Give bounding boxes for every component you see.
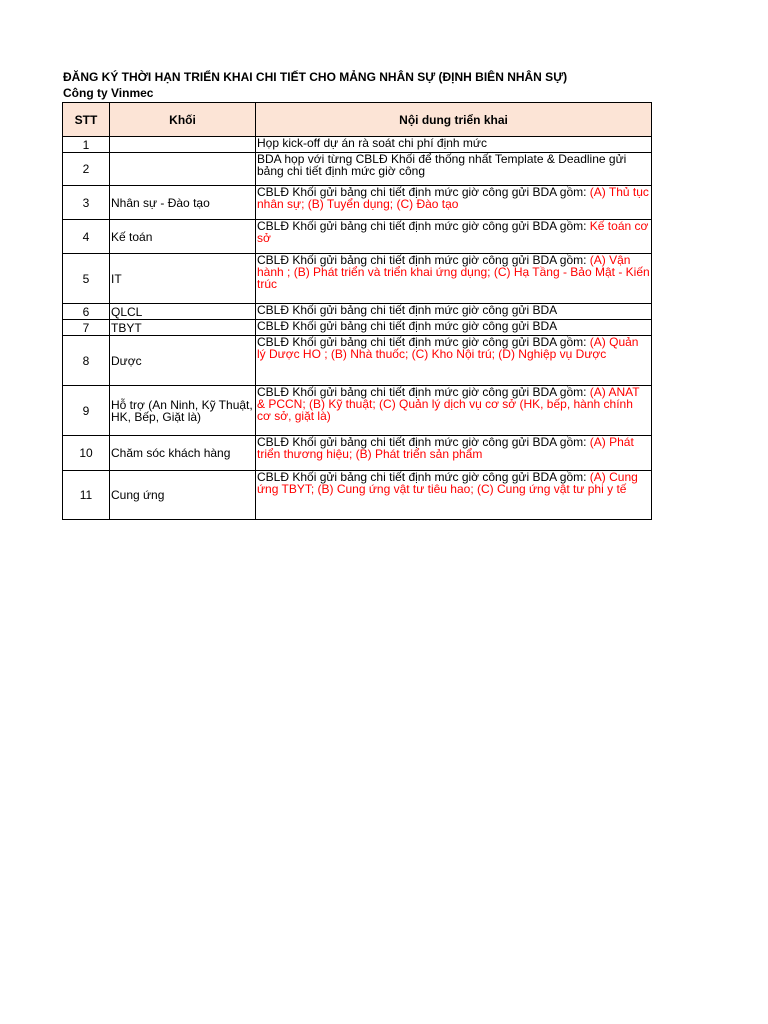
row-content-highlight: (A) Vận hành ; (B) Phát triển và triển khai ứng dụng; (C) Hạ Tầng - Bảo Mật - Kiến trúc: [257, 253, 650, 291]
document-title: ĐĂNG KÝ THỜI HẠN TRIỂN KHAI CHI TIẾT CHO MẢNG NHÂN SỰ (ĐỊNH BIÊN NHÂN SỰ): [63, 70, 568, 84]
table-row: [63, 436, 652, 471]
row-content: [256, 137, 652, 153]
row-khoi: Nhân sự - Đào tạo: [110, 186, 256, 220]
table-row: [63, 137, 652, 153]
row-content-text: CBLĐ Khối gửi bảng chi tiết định mức giờ công gửi BDA gồm:: [257, 185, 590, 199]
row-content-text: CBLĐ Khối gửi bảng chi tiết định mức giờ công gửi BDA gồm:: [257, 385, 590, 399]
table-row: [63, 336, 652, 386]
row-khoi: Dược: [110, 336, 256, 386]
row-content-highlight: (A) Phát triển thương hiệu; (B) Phát triển sản phẩm: [257, 435, 634, 461]
row-content-highlight: (A) Cung ứng TBYT; (B) Cung ứng vật tư tiêu hao; (C) Cung ứng vật tư phi y tế: [257, 470, 638, 496]
row-khoi: Chăm sóc khách hàng: [110, 436, 256, 471]
row-content-text: CBLĐ Khối gửi bảng chi tiết định mức giờ công gửi BDA: [257, 319, 558, 333]
row-content: [256, 436, 652, 471]
row-khoi: Cung ứng: [110, 471, 256, 520]
row-stt: 1: [63, 137, 110, 153]
row-content: [256, 153, 652, 186]
row-content: [256, 304, 652, 320]
header-stt: STT: [63, 103, 110, 137]
row-stt: 8: [63, 336, 110, 386]
row-khoi: Kế toán: [110, 220, 256, 254]
deployment-schedule-table: [62, 102, 652, 520]
row-content-highlight: Kế toán cơ sở: [257, 219, 649, 245]
row-stt: 10: [63, 436, 110, 471]
row-khoi: [110, 153, 256, 186]
row-content: [256, 471, 652, 520]
row-content-text: CBLĐ Khối gửi bảng chi tiết định mức giờ công gửi BDA gồm:: [257, 470, 590, 484]
row-stt: 2: [63, 153, 110, 186]
row-stt: 11: [63, 471, 110, 520]
table-row: [63, 153, 652, 186]
row-content: [256, 186, 652, 220]
row-khoi: TBYT: [110, 320, 256, 336]
table-row: [63, 471, 652, 520]
row-content: [256, 386, 652, 436]
row-content-text: CBLĐ Khối gửi bảng chi tiết định mức giờ công gửi BDA gồm:: [257, 335, 590, 349]
row-content: [256, 254, 652, 304]
table-row: [63, 254, 652, 304]
row-content-highlight: (A) Thủ tục nhân sự; (B) Tuyển dụng; (C) Đào tạo: [257, 185, 649, 211]
row-content-text: BDA họp với từng CBLĐ Khối để thống nhất Template & Deadline gửi bảng chi tiết định mức giờ công: [257, 152, 627, 178]
header-noi-dung: Nội dung triển khai: [256, 103, 652, 137]
row-content: [256, 220, 652, 254]
row-khoi: Hỗ trợ (An Ninh, Kỹ Thuật, HK, Bếp, Giặt là): [110, 386, 256, 436]
row-content-highlight: (A) ANAT & PCCN; (B) Kỹ thuật; (C) Quản lý dịch vụ cơ sở (HK, bếp, hành chính cơ sở, giặt là): [257, 385, 640, 423]
table-row: [63, 304, 652, 320]
row-khoi: QLCL: [110, 304, 256, 320]
row-stt: 3: [63, 186, 110, 220]
company-name: Công ty Vinmec: [63, 86, 154, 100]
table-row: [63, 186, 652, 220]
table-row: [63, 220, 652, 254]
row-khoi: [110, 137, 256, 153]
table-row: [63, 386, 652, 436]
row-content-text: Họp kick-off dự án rà soát chi phí định mức: [257, 136, 487, 150]
row-stt: 7: [63, 320, 110, 336]
row-content-text: CBLĐ Khối gửi bảng chi tiết định mức giờ công gửi BDA: [257, 303, 558, 317]
row-stt: 6: [63, 304, 110, 320]
header-khoi: Khối: [110, 103, 256, 137]
row-content-text: CBLĐ Khối gửi bảng chi tiết định mức giờ công gửi BDA gồm:: [257, 253, 590, 267]
row-content-highlight: (A) Quản lý Dược HO ; (B) Nhà thuốc; (C) Kho Nội trú; (D) Nghiệp vụ Dược: [257, 335, 639, 361]
row-content: [256, 320, 652, 336]
row-stt: 5: [63, 254, 110, 304]
row-stt: 4: [63, 220, 110, 254]
row-khoi: IT: [110, 254, 256, 304]
row-content: [256, 336, 652, 386]
row-content-text: CBLĐ Khối gửi bảng chi tiết định mức giờ công gửi BDA gồm:: [257, 435, 590, 449]
row-content-text: CBLĐ Khối gửi bảng chi tiết định mức giờ công gửi BDA gồm:: [257, 219, 590, 233]
table-header-row: [63, 103, 652, 137]
table-row: [63, 320, 652, 336]
row-stt: 9: [63, 386, 110, 436]
